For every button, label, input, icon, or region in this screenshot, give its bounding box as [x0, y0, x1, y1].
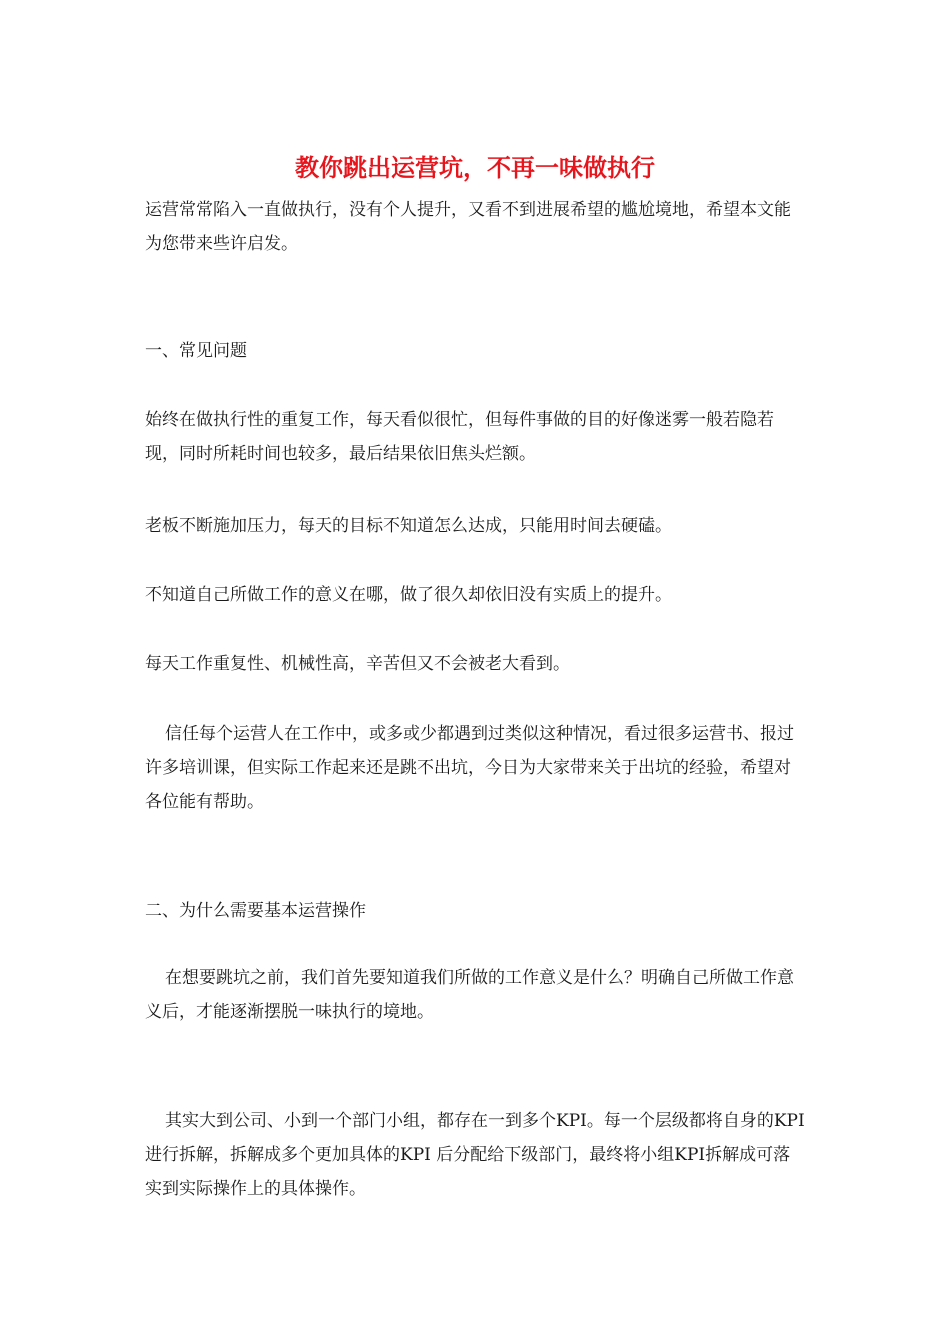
paragraph-no-meaning: 不知道自己所做工作的意义在哪，做了很久却依旧没有实质上的提升。 — [145, 585, 672, 605]
paragraph-mechanical-work: 每天工作重复性、机械性高，辛苦但又不会被老大看到。 — [145, 654, 570, 674]
section-heading-why-operations: 二、为什么需要基本运营操作 — [145, 901, 366, 921]
paragraph-repetitive-work: 始终在做执行性的重复工作，每天看似很忙，但每件事做的目的好像迷雾一般若隐若现，同时所耗时间也较多，最后结果依旧焦头烂额。 — [145, 410, 774, 464]
document-title: 教你跳出运营坑，不再一味做执行 — [295, 153, 655, 182]
paragraph-experience-intro: 信任每个运营人在工作中，或多或少都遇到过类似这种情况，看过很多运营书、报过许多培训课，但实际工作起来还是跳不出坑，今日为大家带来关于出坑的经验，希望对各位能有帮助。 — [145, 724, 794, 812]
paragraph-boss-pressure: 老板不断施加压力，每天的目标不知道怎么达成，只能用时间去硬磕。 — [145, 516, 672, 536]
paragraph-kpi-breakdown: 其实大到公司、小到一个部门小组，都存在一到多个KPI。每一个层级都将自身的KPI进行拆解，拆解成多个更加具体的KPI 后分配给下级部门，最终将小组KPI拆解成可落实到实际操作上的具体操作。 — [145, 1111, 805, 1199]
section-heading-common-problems: 一、常见问题 — [145, 341, 247, 361]
intro-paragraph: 运营常常陷入一直做执行，没有个人提升，又看不到进展希望的尴尬境地，希望本文能为您带来些许启发。 — [145, 200, 791, 254]
paragraph-work-meaning: 在想要跳坑之前，我们首先要知道我们所做的工作意义是什么？明确自己所做工作意义后，才能逐渐摆脱一味执行的境地。 — [145, 968, 794, 1022]
